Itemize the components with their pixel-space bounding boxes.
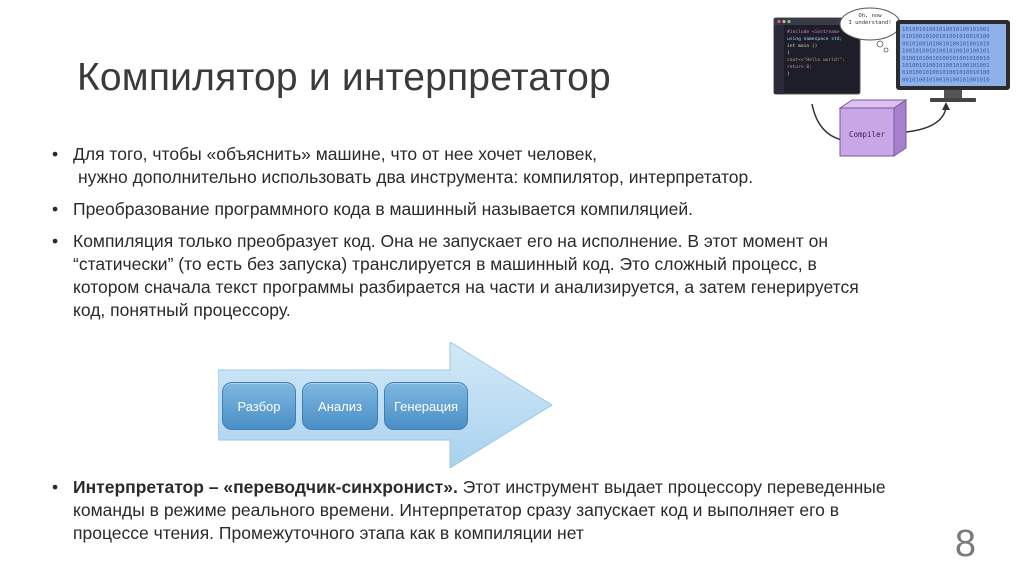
code-line: } xyxy=(787,72,790,77)
speech-bubble-text xyxy=(842,13,898,27)
bullet-4 xyxy=(52,476,972,545)
process-arrow xyxy=(218,342,554,468)
stage-parse: Разбор xyxy=(222,382,296,430)
code-line: return 0; xyxy=(787,65,812,70)
stage-analysis: Анализ xyxy=(302,382,378,430)
bubble-line-1: Oh, now xyxy=(858,13,882,19)
code-line: using namespace std; xyxy=(787,37,843,42)
bullet-3-line-4: код, понятный процессору. xyxy=(73,300,291,320)
bullet-1-line-2: нужно дополнительно использовать два инструмента: компилятор, интерпретатор. xyxy=(78,167,754,187)
binary-row: 10100101001010010100101001 xyxy=(902,63,990,69)
page-number: 8 xyxy=(954,523,976,565)
binary-row: 01001010010100101001010010 xyxy=(902,55,990,62)
code-line: { xyxy=(787,51,790,56)
code-line: #include <iostream> xyxy=(787,30,840,35)
bullet-4-line-2: команды в режиме реального времени. Интерпретатор сразу запускает код и выполняет его в xyxy=(73,500,840,520)
bullet-1-line-1: • Для того, чтобы «объяснить» машине, что от нее хочет человек, xyxy=(73,144,598,164)
compiler-label: Compiler xyxy=(848,130,886,139)
bullet-1 xyxy=(52,143,952,189)
bullet-4-line-3: процессе чтения. Промежуточного этапа как в компиляции нет xyxy=(73,523,584,543)
bullet-4-line-1 xyxy=(73,476,972,499)
bullet-3-line-2: “статически” (то есть без запуска) транслируется в машинный код. Это сложный процесс, в xyxy=(73,254,817,274)
code-line: cout<<"Hello world!"; xyxy=(787,58,846,63)
binary-row: 00101001010010100101001010 xyxy=(902,77,990,84)
code-line: int main () xyxy=(787,44,818,49)
bullet-list xyxy=(52,143,952,322)
binary-row: 10010100101001010010100101 xyxy=(902,48,990,55)
bubble-line-2: I understand! xyxy=(848,20,892,26)
stage-generation: Генерация xyxy=(384,382,468,430)
binary-row: 00101001010010100101001010 xyxy=(902,41,990,48)
bullet-2 xyxy=(52,198,952,221)
bullet-2-line-1: • Преобразование программного кода в машинный называется компиляцией. xyxy=(73,199,694,219)
interpreter-term: Интерпретатор – «переводчик-синхронист». xyxy=(73,477,458,497)
binary-row: 01010010100101001010010100 xyxy=(902,34,990,41)
bullet-3-line-1: • Компиляция только преобразует код. Она не запускает его на исполнение. В этот момент он xyxy=(73,231,828,251)
binary-row: 10100101001010010100101001 xyxy=(902,27,990,33)
compiler-illustration xyxy=(772,4,1012,162)
binary-row: 01010010100101001010010100 xyxy=(902,70,990,77)
slide-title: Компилятор и интерпретатор xyxy=(77,56,611,99)
interpreter-line-1: Этот инструмент выдает процессору переведенные xyxy=(462,477,886,497)
bullet-3-line-3: котором сначала текст программы разбирается на части и анализируется, а затем генерируется xyxy=(73,277,859,297)
bullet-3 xyxy=(52,230,952,322)
interpreter-bullet-list xyxy=(52,476,972,545)
